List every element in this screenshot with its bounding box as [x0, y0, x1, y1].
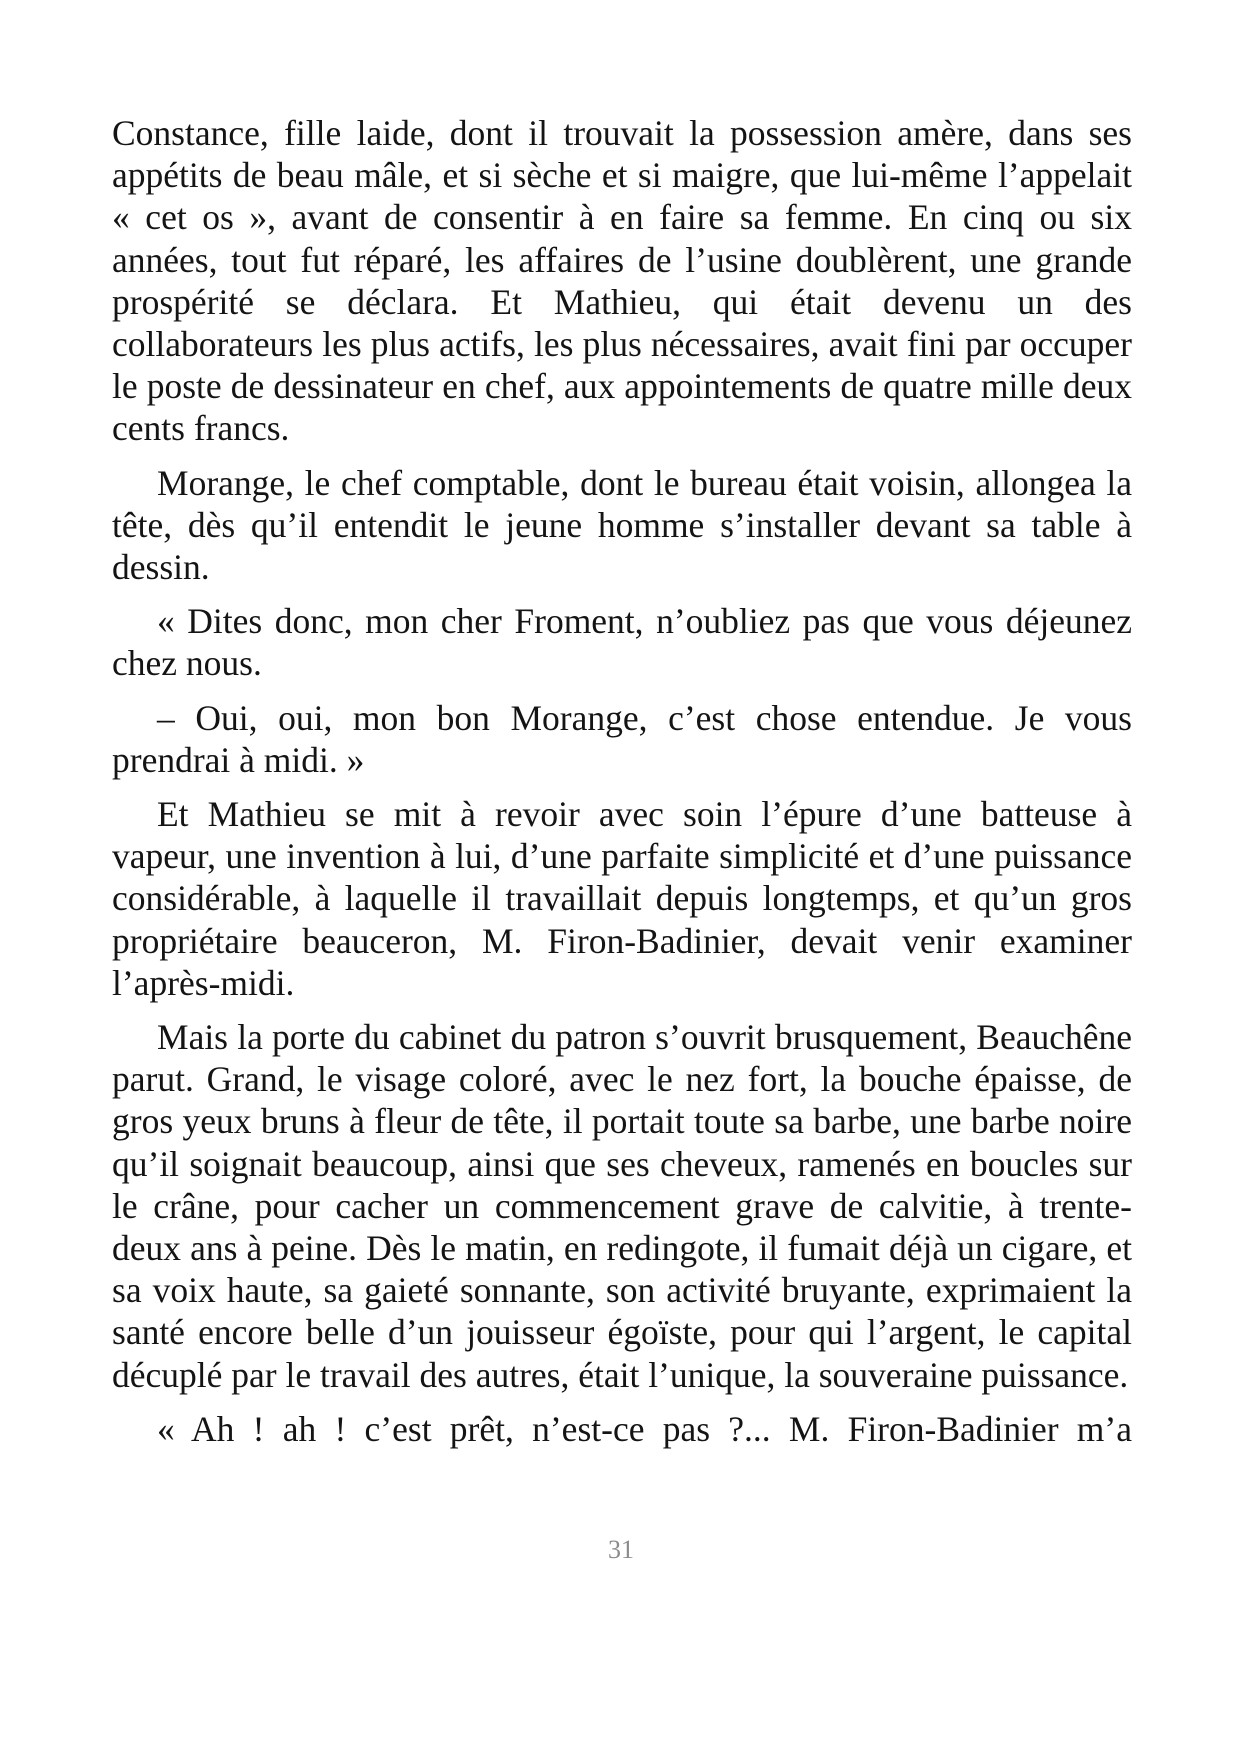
- paragraph: « Dites donc, mon cher Froment, n’oubliez pas que vous déjeunez chez nous.: [112, 601, 1132, 684]
- body-text: [112, 112, 1132, 1462]
- paragraph: – Oui, oui, mon bon Morange, c’est chose entendue. Je vous prendrai à midi. »: [112, 697, 1132, 780]
- paragraph: Morange, le chef comptable, dont le bureau était voisin, allongea la tête, dès qu’il entendit le jeune homme s’installer devant sa table à dessin.: [112, 462, 1132, 588]
- paragraph: Constance, fille laide, dont il trouvait la possession amère, dans ses appétits de beau mâle, et si sèche et si maigre, que lui-même l’appelait « cet os », avant de consentir à en faire sa femme. En cinq ou six années, tout fut réparé, les affaires de l’usine doublèrent, une grande prospérité se déclara. Et Mathieu, qui était devenu un des collaborateurs les plus actifs, les plus nécessaires, avait fini par occuper le poste de dessinateur en chef, aux appointements de quatre mille deux cents francs.: [112, 113, 1132, 449]
- paragraph: Mais la porte du cabinet du patron s’ouvrit brusquement, Beauchêne parut. Grand, le visage coloré, avec le nez fort, la bouche épaisse, de gros yeux bruns à fleur de tête, il portait toute sa barbe, une barbe noire qu’il soignait beaucoup, ainsi que ses cheveux, ramenés en boucles sur le crâne, pour cacher un commencement grave de calvitie, à trente-deux ans à peine. Dès le matin, en redingote, il fumait déjà un cigare, et sa voix haute, sa gaieté sonnante, son activité bruyante, exprimaient la santé encore belle d’un jouisseur égoïste, pour qui l’argent, le capital décuplé par le travail des autres, était l’unique, la souveraine puissance.: [112, 1017, 1132, 1395]
- paragraph: « Ah ! ah ! c’est prêt, n’est-ce pas ?... M. Firon-Badinier m’a: [157, 1408, 1132, 1449]
- page-number: 31: [608, 1535, 634, 1564]
- paragraph: Et Mathieu se mit à revoir avec soin l’épure d’une batteuse à vapeur, une invention à lui, d’une parfaite simplicité et d’une puissance considérable, à laquelle il travaillait depuis longtemps, et qu’un gros propriétaire beauceron, M. Firon-Badinier, devait venir examiner l’après-midi.: [112, 794, 1132, 1003]
